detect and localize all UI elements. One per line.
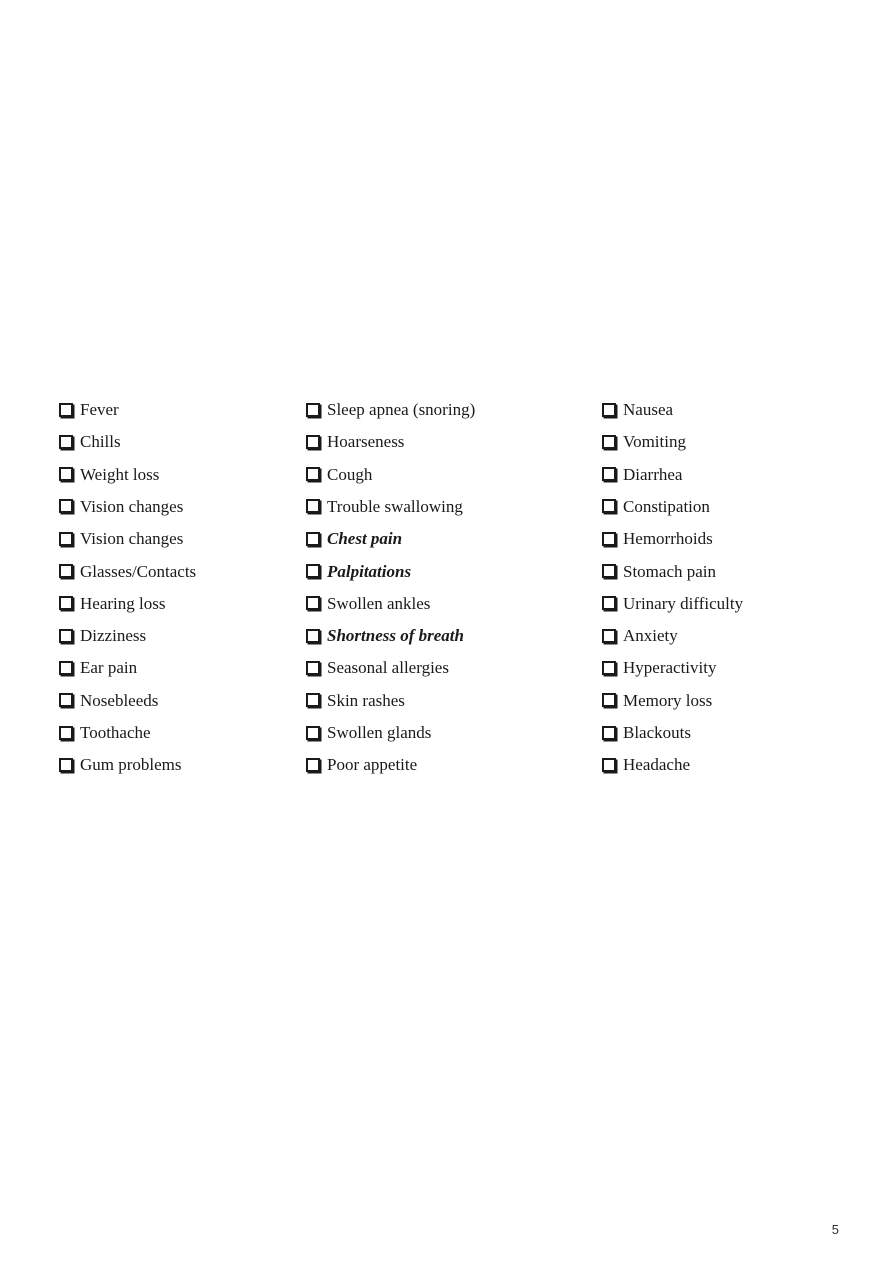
checklist-item[interactable]	[59, 753, 182, 777]
checklist-item-label: Vomiting	[623, 432, 686, 452]
checklist-item-label: Hyperactivity	[623, 658, 717, 678]
checkbox-icon[interactable]	[306, 435, 320, 449]
checkbox-icon[interactable]	[59, 532, 73, 546]
checklist-item-label: Memory loss	[623, 690, 713, 710]
checklist-item-label: Vision changes	[80, 496, 184, 516]
checklist-item[interactable]	[306, 753, 417, 777]
checklist-item[interactable]	[59, 689, 158, 713]
checklist-item[interactable]	[306, 495, 463, 519]
checkbox-icon[interactable]	[306, 467, 320, 481]
checklist-item[interactable]	[59, 527, 183, 551]
checklist-item-label: Glasses/Contacts	[80, 561, 197, 581]
checkbox-icon[interactable]	[306, 758, 320, 772]
checklist-item[interactable]	[306, 527, 402, 551]
checklist-item-label: Sleep apnea (snoring)	[327, 400, 476, 419]
checklist-item[interactable]	[59, 398, 119, 422]
checklist-item-label: Hearing loss	[80, 593, 166, 613]
symptom-checklist	[0, 398, 893, 788]
checklist-item[interactable]	[602, 656, 716, 680]
checklist-item[interactable]	[306, 656, 449, 680]
checklist-item[interactable]	[306, 624, 464, 648]
checklist-item-label: Fever	[80, 400, 119, 419]
checkbox-icon[interactable]	[602, 629, 616, 643]
checkbox-icon[interactable]	[59, 435, 73, 449]
checkbox-icon[interactable]	[59, 499, 73, 513]
checkbox-icon[interactable]	[306, 726, 320, 740]
checklist-item-label: Toothache	[80, 723, 151, 742]
checkbox-icon[interactable]	[59, 403, 73, 417]
checkbox-icon[interactable]	[59, 596, 73, 610]
checklist-item[interactable]	[306, 430, 404, 454]
checklist-item-label: Chills	[80, 432, 121, 452]
checkbox-icon[interactable]	[602, 499, 616, 513]
checkbox-icon[interactable]	[59, 661, 73, 675]
checklist-item[interactable]	[306, 398, 475, 422]
checkbox-icon[interactable]	[59, 629, 73, 643]
checkbox-icon[interactable]	[306, 403, 320, 417]
checklist-item-label: Nausea	[623, 400, 674, 419]
checklist-item[interactable]	[59, 624, 146, 648]
checklist-item-label: Constipation	[623, 496, 710, 516]
checklist-item-label: Diarrhea	[623, 464, 683, 484]
checklist-item[interactable]	[602, 560, 716, 584]
checklist-item[interactable]	[602, 753, 690, 777]
checkbox-icon[interactable]	[602, 403, 616, 417]
checklist-item-label: Headache	[623, 755, 691, 775]
checklist-item[interactable]	[59, 463, 159, 487]
checklist-item-label: Blackouts	[623, 723, 691, 742]
checklist-item[interactable]	[59, 495, 183, 519]
checklist-item-label: Anxiety	[623, 626, 678, 646]
page-number: 5	[831, 1222, 839, 1237]
checkbox-icon[interactable]	[602, 758, 616, 772]
checklist-item[interactable]	[602, 689, 712, 713]
checklist-item[interactable]	[59, 592, 165, 616]
checkbox-icon[interactable]	[602, 564, 616, 578]
checkbox-icon[interactable]	[59, 467, 73, 481]
checklist-item-label: Skin rashes	[327, 690, 405, 710]
checklist-item-label: Hemorrhoids	[623, 529, 713, 549]
checklist-item-label: Cough	[327, 464, 373, 484]
checklist-item-label: Dizziness	[80, 626, 147, 646]
checklist-item[interactable]	[602, 463, 682, 487]
checklist-item[interactable]	[602, 398, 673, 422]
checklist-item[interactable]	[602, 592, 743, 616]
checkbox-icon[interactable]	[602, 693, 616, 707]
checklist-item-label: Swollen ankles	[327, 593, 431, 613]
checklist-item-label: Swollen glands	[327, 723, 432, 742]
checklist-item[interactable]	[306, 463, 372, 487]
checklist-item-label: Vision changes	[80, 529, 184, 549]
checklist-item[interactable]	[306, 592, 430, 616]
checkbox-icon[interactable]	[59, 693, 73, 707]
checkbox-icon[interactable]	[602, 467, 616, 481]
checkbox-icon[interactable]	[602, 596, 616, 610]
checklist-item[interactable]	[602, 721, 691, 745]
checklist-item-label: Hoarseness	[327, 432, 405, 452]
checklist-item-label: Weight loss	[80, 464, 160, 484]
checklist-item[interactable]	[59, 656, 137, 680]
checklist-item-label: Palpitations	[327, 561, 412, 581]
checklist-item[interactable]	[59, 560, 196, 584]
checklist-item-label: Poor appetite	[327, 755, 418, 775]
checklist-item[interactable]	[59, 430, 121, 454]
checkbox-icon[interactable]	[306, 499, 320, 513]
checklist-item-label: Chest pain	[327, 529, 403, 549]
checkbox-icon[interactable]	[306, 693, 320, 707]
checklist-item[interactable]	[602, 495, 710, 519]
checkbox-icon[interactable]	[306, 564, 320, 578]
checkbox-icon[interactable]	[602, 726, 616, 740]
checkbox-icon[interactable]	[306, 629, 320, 643]
checklist-item-label: Nosebleeds	[80, 690, 159, 710]
checkbox-icon[interactable]	[306, 661, 320, 675]
checklist-item-label: Stomach pain	[623, 561, 717, 581]
checklist-item[interactable]	[59, 721, 151, 745]
checkbox-icon[interactable]	[602, 435, 616, 449]
checklist-item-label: Urinary difficulty	[623, 593, 744, 613]
checklist-item-label: Gum problems	[80, 755, 182, 775]
checkbox-icon[interactable]	[602, 532, 616, 546]
checkbox-icon[interactable]	[59, 758, 73, 772]
checklist-item[interactable]	[306, 721, 431, 745]
checklist-item-label: Shortness of breath	[327, 626, 464, 646]
checkbox-icon[interactable]	[306, 596, 320, 610]
checklist-item[interactable]	[602, 624, 678, 648]
checkbox-icon[interactable]	[602, 661, 616, 675]
checklist-item-label: Ear pain	[80, 658, 138, 678]
checkbox-icon[interactable]	[306, 532, 320, 546]
checklist-item-label: Trouble swallowing	[327, 496, 463, 516]
checklist-item[interactable]	[602, 527, 713, 551]
checklist-item[interactable]	[306, 689, 405, 713]
checklist-item-label: Seasonal allergies	[327, 658, 449, 678]
checkbox-icon[interactable]	[59, 564, 73, 578]
checkbox-icon[interactable]	[59, 726, 73, 740]
checklist-item[interactable]	[306, 560, 411, 584]
checklist-item[interactable]	[602, 430, 686, 454]
